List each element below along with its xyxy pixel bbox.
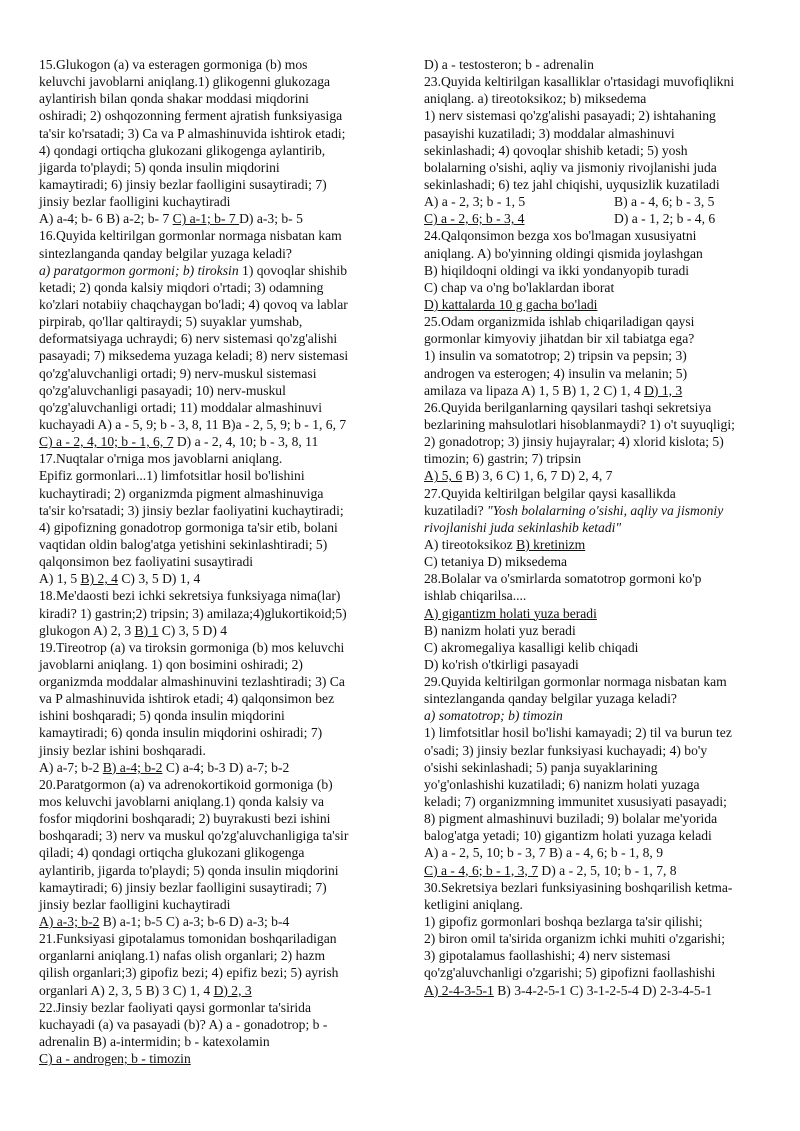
text-line: qo'zg'aluvchanligi ortadi; 11) moddalar almashinuvi bbox=[39, 399, 322, 415]
text-line: pasayishi kuzatiladi; 3) moddalar almashinuvi bbox=[424, 125, 675, 141]
text-line: D) ko'rish o'tkirligi pasayadi bbox=[424, 656, 579, 672]
text-line: qo'zg'aluvchanligi ortadi; 9) nerv-muskul sistemasi bbox=[39, 365, 317, 381]
text-line: kamaytiradi; 6) qonda insulin miqdorini oshiradi; 7) bbox=[39, 725, 323, 741]
text-line: aniqlang. a) tireotoksikoz; b) miksedema bbox=[424, 91, 647, 107]
text-line: yo'g'onlashishi kuzatiladi; 6) nanizm holati yuzaga bbox=[424, 776, 700, 792]
text-line: pirpirab, qo'llar qaltiraydi; 5) suyaklar yumshab, bbox=[39, 314, 303, 330]
text-line: pasayadi; 7) miksedema yuzaga keladi; 8) nerv sistemasi bbox=[39, 348, 349, 364]
text-line: androgen va esterogen; 4) insulin va melanin; 5) bbox=[424, 365, 688, 381]
text-line: timozin; 6) gastrin; 7) tripsin bbox=[424, 451, 582, 467]
answer-line: A) 1, 5 B) 2, 4 C) 3, 5 D) 1, 4 bbox=[39, 571, 201, 587]
answer-line: amilaza va lipaza A) 1, 5 B) 1, 2 C) 1, 4 D) 1, 3 bbox=[424, 382, 683, 398]
text-line: 1) limfotsitlar hosil bo'lishi kamayadi; 2) til va burun tez bbox=[424, 725, 732, 741]
correct-answer: D) 1, 3 bbox=[644, 382, 683, 398]
text-line: kuchaytiradi; 2) organizmda pigment almashinuviga bbox=[39, 485, 324, 501]
text-line: 2) biron omil ta'sirida organizm ichki muhiti o'zgarishi; bbox=[424, 931, 726, 947]
text-line: aniqlang. A) bo'yinning oldingi qismida joylashgan bbox=[424, 245, 703, 261]
text-line: sintezlanganda qanday belgilar yuzaga keladi? bbox=[424, 691, 677, 707]
text-line: gormonlar kimyoviy jihatdan bir xil tabiatga ega? bbox=[424, 331, 695, 347]
text-line: ishlab chiqarilsa.... bbox=[424, 588, 527, 604]
text-line: 16.Quyida keltirilgan gormonlar normaga nisbatan kam bbox=[39, 228, 342, 244]
correct-answer: A) 5, 6 bbox=[424, 468, 463, 484]
text-line: 3) gipotalamus faollashishi; 4) nerv sistemasi bbox=[424, 948, 671, 964]
text-line: kuchayadi A) a - 5, 9; b - 3, 8, 11 B)a - 2, 5, 9; b - 1, 6, 7 bbox=[39, 416, 347, 432]
text-line: deformatsiyaga uchraydi; 6) nerv sistemasi qo'zg'alishi bbox=[39, 331, 338, 347]
text-line: qalqonsimon bez faoliyatini susaytiradi bbox=[39, 554, 254, 570]
text-line: aylantirish bilan qonda shakar moddasi miqdorini bbox=[39, 91, 309, 107]
text-line: 1) insulin va somatotrop; 2) tripsin va pepsin; 3) bbox=[424, 348, 687, 364]
text-line: kuchayadi (a) va pasayadi (b)? A) a - gonadotrop; b - bbox=[39, 1016, 328, 1032]
text-line: ketligini aniqlang. bbox=[424, 896, 523, 912]
text-line: B) hiqildoqni oldingi va ikki yondanyopib turadi bbox=[424, 262, 690, 278]
answer-line: A) a - 2, 3; b - 1, 5 B) a - 4, 6; b - 3, 5 bbox=[424, 194, 715, 210]
text-line: 27.Quyida keltirilgan belgilar qaysi kasallikda bbox=[424, 485, 676, 501]
answer-line: A) a-7; b-2 B) a-4; b-2 C) a-4; b-3 D) a-7; b-2 bbox=[39, 759, 290, 775]
text-line: D) a - testosteron; b - adrenalin bbox=[424, 57, 594, 72]
text-line: 25.Odam organizmida ishlab chiqariladigan qaysi bbox=[424, 314, 695, 330]
text-line: sekinlashadi; 4) qovoqlar shishib ketadi; 5) yosh bbox=[424, 142, 688, 158]
text-line: 24.Qalqonsimon bezga xos bo'lmagan xususiyatni bbox=[424, 228, 697, 244]
answer-line: C) a - 2, 6; b - 3, 4 D) a - 1, 2; b - 4, 6 bbox=[424, 211, 716, 227]
text-line: oshiradi; 2) oshqozonning ferment ajratish funksiyasiga bbox=[39, 108, 343, 124]
text-line: ko'zlari notabiiy chaqchaygan bo'ladi; 4) qovoq va lablar bbox=[39, 296, 348, 312]
text-line: 1) gipofiz gormonlari boshqa bezlarga ta'sir qilishi; bbox=[424, 914, 703, 930]
text-line: o'sadi; 3) jinsiy bezlar funksiyasi kuchayadi; 4) bo'y bbox=[424, 742, 708, 758]
text-line: 29.Quyida keltirilgan gormonlar normaga nisbatan kam bbox=[424, 674, 727, 690]
text-line: jinsiy bezlar faolligini kuchaytiradi bbox=[39, 896, 231, 912]
italic-subject: a) paratgormon gormoni; b) tiroksin bbox=[39, 262, 239, 278]
text-line: jinsiy bezlar faolligini kuchaytiradi bbox=[39, 194, 231, 210]
text-line: C) akromegaliya kasalligi kelib chiqadi bbox=[424, 639, 639, 655]
correct-answer: B) 2, 4 bbox=[80, 571, 118, 587]
text-line: qiladi; 4) qondagi ortiqcha glukozani glikogenga bbox=[39, 845, 305, 861]
text-line: A) a - 2, 5, 10; b - 3, 7 B) a - 4, 6; b - 1, 8, 9 bbox=[424, 845, 663, 861]
text-line: ta'sir ko'rsatadi; 3) Ca va P almashinuvida ishtirok etadi; bbox=[39, 125, 346, 141]
left-column bbox=[39, 56, 406, 1067]
text-line: javoblarni aniqlang. 1) qon bosimini oshiradi; 2) bbox=[39, 656, 303, 672]
text-line: organlarni aniqlang.1) nafas olish organlari; 2) hazm bbox=[39, 948, 326, 964]
text-line: qo'zg'aluvchanligi pasayadi; 10) nerv-muskul bbox=[39, 382, 286, 398]
text-line: 19.Tireotrop (a) va tiroksin gormoniga (b) mos keluvchi bbox=[39, 639, 345, 655]
text-line: 18.Me'daosti bezi ichki sekretsiya funksiyaga nima(lar) bbox=[39, 588, 341, 604]
text-line: sintezlanganda qanday belgilar yuzaga keladi? bbox=[39, 245, 292, 261]
italic-quote: "Yosh bolalarning o'sishi, aqliy va jismoniy bbox=[487, 502, 724, 518]
text-line: 1) nerv sistemasi qo'zg'alishi pasayadi; 2) ishtahaning bbox=[424, 108, 716, 124]
answer-line: C) a - 4, 6; b - 1, 3, 7 D) a - 2, 5, 10; b - 1, 7, 8 bbox=[424, 862, 677, 878]
correct-answer: C) a - 2, 6; b - 3, 4 bbox=[424, 211, 525, 227]
correct-answer: C) a - 4, 6; b - 1, 3, 7 bbox=[424, 862, 539, 878]
text-line: kuzatiladi? "Yosh bolalarning o'sishi, aqliy va jismoniy bbox=[424, 502, 724, 518]
text-line: 26.Quyida berilganlarning qaysilari tashqi sekretsiya bbox=[424, 399, 712, 415]
text-line: o'sishi sekinlashadi; 5) panja suyaklarining bbox=[424, 759, 658, 775]
text-line: a) paratgormon gormoni; b) tiroksin 1) qovoqlar shishib bbox=[39, 262, 347, 278]
text-line: keladi; 7) organizmning immunitet xususiyati pasayadi; bbox=[424, 794, 727, 810]
text-line: 22.Jinsiy bezlar faoliyati qaysi gormonlar ta'sirida bbox=[39, 999, 311, 1015]
text-line: 8) pigment almashinuvi buziladi; 9) bolalar me'yorida bbox=[424, 811, 718, 827]
text-line: aylantirib, jigarda to'playdi; 5) qonda insulin miqdorini bbox=[39, 862, 339, 878]
text-line: kamaytiradi; 6) jinsiy bezlar faolligini susaytiradi; 7) bbox=[39, 176, 327, 192]
answer-line: A) tireotoksikoz B) kretinizm bbox=[424, 536, 586, 552]
text-line: jinsiy bezlar ishini boshqaradi. bbox=[39, 742, 206, 758]
correct-answer: C) a - 2, 4, 10; b - 1, 6, 7 bbox=[39, 434, 174, 450]
text-line: vaqtidan oldin balog'atga yetishini sekinlashtiradi; 5) bbox=[39, 536, 328, 552]
italic-subject: a) somatotrop; b) timozin bbox=[424, 708, 563, 724]
correct-answer: D) kattalarda 10 g gacha bo'ladi bbox=[424, 296, 598, 312]
answer-line: C) a - 2, 4, 10; b - 1, 6, 7 D) a - 2, 4, 10; b - 3, 8, 11 bbox=[39, 434, 319, 450]
text-line: qo'zg'aluvchanligi o'zgarishi; 5) gipofizni faollashishi bbox=[424, 965, 716, 981]
text-line: C) tetaniya D) miksedema bbox=[424, 554, 568, 570]
text-line: 4) gipofizning gonadotrop gormoniga ta'sir etib, bolani bbox=[39, 519, 338, 535]
correct-answer: D) 2, 3 bbox=[213, 982, 252, 998]
text-line: 4) qondagi ortiqcha glukozani glikogenga aylantirib, bbox=[39, 142, 326, 158]
text-line: fosfor miqdorini boshqaradi; 2) buyrakusti bezi ishini bbox=[39, 811, 331, 827]
text-line: jigarda to'playdi; 5) qonda insulin miqdorini bbox=[39, 159, 280, 175]
text-line: Epifiz gormonlari...1) limfotsitlar hosil bo'lishini bbox=[39, 468, 305, 484]
text-line: 28.Bolalar va o'smirlarda somatotrop gormoni ko'p bbox=[424, 571, 702, 587]
text-line: 20.Paratgormon (a) va adrenokortikoid gormoniga (b) bbox=[39, 776, 333, 792]
right-column bbox=[424, 56, 774, 999]
italic-quote: rivojlanishi juda sekinlashib ketadi" bbox=[424, 519, 622, 535]
text-line: boshqaradi; 3) nerv va muskul qo'zg'aluvchanligiga ta'sir bbox=[39, 828, 349, 844]
correct-answer: C) a - androgen; b - timozin bbox=[39, 1051, 191, 1067]
text-line: organizmda moddalar almashinuvini tezlashtiradi; 3) Ca bbox=[39, 674, 345, 690]
correct-answer: B) kretinizm bbox=[516, 536, 586, 552]
text-line: 23.Quyida keltirilgan kasalliklar o'rtasidagi muvofiqlikni bbox=[424, 74, 735, 90]
correct-answer: C) a-1; b- 7 bbox=[172, 211, 240, 227]
text-line: adrenalin B) a-intermidin; b - katexolamin bbox=[39, 1034, 270, 1050]
answer-line: A) a-3; b-2 B) a-1; b-5 C) a-3; b-6 D) a-3; b-4 bbox=[39, 914, 290, 930]
text-line: va P almashinuvida ishtirok etadi; 4) qalqonsimon bez bbox=[39, 691, 335, 707]
text-line: keluvchi javoblarni aniqlang.1) glikogenni glukozaga bbox=[39, 74, 331, 90]
text-line: balog'atga yetadi; 10) gigantizm holati yuzaga keladi bbox=[424, 828, 712, 844]
text-line: C) chap va o'ng bo'laklardan iborat bbox=[424, 279, 615, 295]
text-line: sekinlashadi; 6) tez jahl chiqishi, uyqusizlik kuzatiladi bbox=[424, 176, 720, 192]
text-line: qilish organlari;3) gipofiz bezi; 4) epifiz bezi; 5) ayrish bbox=[39, 965, 339, 981]
text-line: 30.Sekretsiya bezlari funksiyasining boshqarilish ketma- bbox=[424, 879, 733, 895]
answer-line: organlari A) 2, 3, 5 B) 3 C) 1, 4 D) 2, 3 bbox=[39, 982, 252, 998]
text-line: kiradi? 1) gastrin;2) tripsin; 3) amilaza;4)glukortikoid;5) bbox=[39, 605, 347, 621]
correct-answer: B) 1 bbox=[134, 622, 159, 638]
text-line: bolalarning o'sishi, aqliy va jismoniy rivojlanishi juda bbox=[424, 159, 717, 175]
text-line: ta'sir ko'rsatadi; 3) jinsiy bezlar faoliyatini kuchaytiradi; bbox=[39, 502, 344, 518]
text-line: mos keluvchi javoblarni aniqlang.1) qonda kalsiy va bbox=[39, 794, 325, 810]
text-line: ishini boshqaradi; 5) qonda insulin miqdorini bbox=[39, 708, 285, 724]
text-line: bezlarining mahsulotlari hisoblanmaydi? 1) o't suyuqligi; bbox=[424, 416, 735, 432]
answer-line: A) 5, 6 B) 3, 6 C) 1, 6, 7 D) 2, 4, 7 bbox=[424, 468, 613, 484]
text-line: 21.Funksiyasi gipotalamus tomonidan boshqariladigan bbox=[39, 931, 337, 947]
correct-answer: A) gigantizm holati yuza beradi bbox=[424, 605, 597, 621]
correct-answer: B) a-4; b-2 bbox=[102, 759, 163, 775]
text-line: kamaytiradi; 6) jinsiy bezlar faolligini susaytiradi; 7) bbox=[39, 879, 327, 895]
correct-answer: A) 2-4-3-5-1 bbox=[424, 982, 494, 998]
answer-line: A) 2-4-3-5-1 B) 3-4-2-5-1 C) 3-1-2-5-4 D) 2-3-4-5-1 bbox=[424, 982, 713, 998]
correct-answer: A) a-3; b-2 bbox=[39, 914, 100, 930]
answer-line: A) a-4; b- 6 B) a-2; b- 7 C) a-1; b- 7 D) a-3; b- 5 bbox=[39, 211, 303, 227]
text-line: 17.Nuqtalar o'rniga mos javoblarni aniqlang. bbox=[39, 451, 283, 467]
text-line: B) nanizm holati yuz beradi bbox=[424, 622, 576, 638]
answer-line: glukogon A) 2, 3 B) 1 C) 3, 5 D) 4 bbox=[39, 622, 228, 638]
text-line: 15.Glukogon (a) va esteragen gormoniga (b) mos bbox=[39, 57, 308, 72]
text-line: 2) gonadotrop; 3) jinsiy hujayralar; 4) xlorid kislota; 5) bbox=[424, 434, 724, 450]
text-line: ketadi; 2) qonda kalsiy miqdori o'rtadi; 3) odamning bbox=[39, 279, 324, 295]
